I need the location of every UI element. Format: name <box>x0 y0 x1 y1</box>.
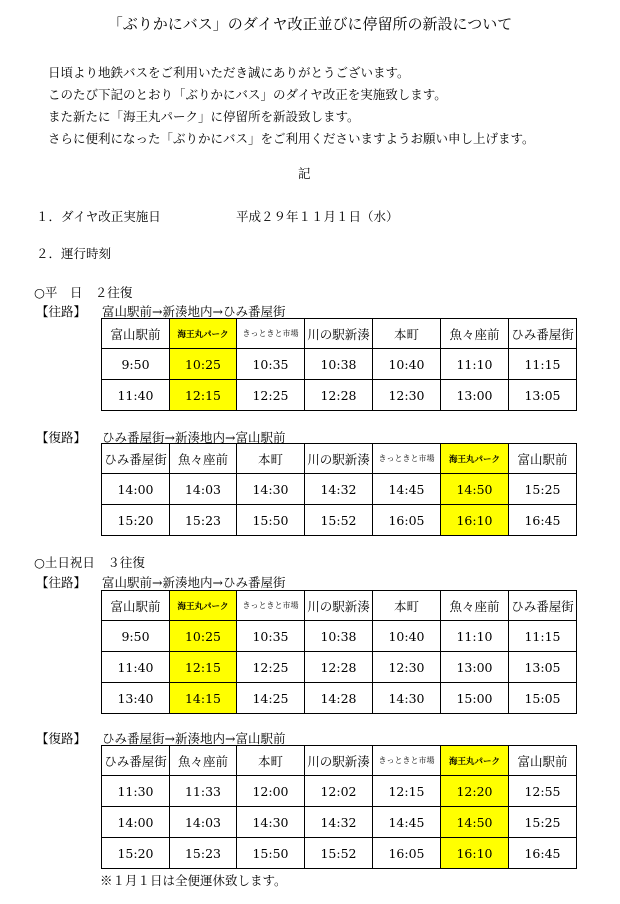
table-row <box>102 621 577 652</box>
stop-name-header: ひみ番屋街 <box>509 319 577 349</box>
stop-name-header: 海王丸パーク <box>441 746 509 776</box>
time-cell: 12:20 <box>441 776 509 807</box>
time-cell: 15:20 <box>102 505 170 536</box>
time-cell: 12:15 <box>373 776 441 807</box>
intro-line: さらに便利になった「ぶりかにバス」をご利用くださいますようお願い申し上げます。 <box>48 131 535 146</box>
table-header-row <box>102 746 577 776</box>
hd-ret-label: 【復路】 <box>36 731 87 746</box>
time-cell: 14:00 <box>102 807 170 838</box>
time-cell: 12:30 <box>373 380 441 411</box>
time-cell: 10:40 <box>373 621 441 652</box>
table-row <box>102 349 577 380</box>
stop-name-header: 富山駅前 <box>509 746 577 776</box>
time-cell: 14:32 <box>305 807 373 838</box>
holiday-heading: ○土日祝日 ３往復 <box>34 555 145 570</box>
time-cell: 16:45 <box>509 838 577 869</box>
stop-name-header: ひみ番屋街 <box>102 444 170 474</box>
time-cell: 16:05 <box>373 838 441 869</box>
intro-line: このたび下記のとおり「ぶりかにバス」のダイヤ改正を実施致します。 <box>48 87 447 102</box>
item2-label: ２．運行時刻 <box>36 246 112 261</box>
table-row <box>102 505 577 536</box>
wd-out-route: 富山駅前→新湊地内→ひみ番屋街 <box>102 304 286 319</box>
time-cell: 14:03 <box>170 474 237 505</box>
stop-name-header: 本町 <box>373 319 441 349</box>
stop-name-header: 富山駅前 <box>102 591 170 621</box>
time-cell: 11:40 <box>102 380 170 411</box>
table-row <box>102 474 577 505</box>
time-cell: 15:23 <box>170 505 237 536</box>
stop-name-header: きっときと市場 <box>237 591 305 621</box>
time-cell: 10:40 <box>373 349 441 380</box>
table-row <box>102 776 577 807</box>
timetable <box>101 318 577 411</box>
hd-out-label: 【往路】 <box>36 575 87 590</box>
timetable <box>101 745 577 869</box>
wd-ret-label: 【復路】 <box>36 430 87 445</box>
stop-name-header: 富山駅前 <box>102 319 170 349</box>
intro-paragraph <box>48 62 535 150</box>
stop-name-header: 本町 <box>373 591 441 621</box>
page-title: 「ぶりかにバス」のダイヤ改正並びに停留所の新設について <box>107 15 513 33</box>
stop-name-header: 魚々座前 <box>170 444 237 474</box>
stop-name-header: 本町 <box>237 444 305 474</box>
time-cell: 14:32 <box>305 474 373 505</box>
stop-name-header: 海王丸パーク <box>170 319 237 349</box>
time-cell: 12:25 <box>237 652 305 683</box>
time-cell: 16:05 <box>373 505 441 536</box>
time-cell: 14:30 <box>373 683 441 714</box>
time-cell: 16:10 <box>441 838 509 869</box>
time-cell: 10:38 <box>305 349 373 380</box>
stop-name-header: ひみ番屋街 <box>102 746 170 776</box>
time-cell: 12:28 <box>305 380 373 411</box>
stop-name-header: 川の駅新湊 <box>305 746 373 776</box>
wd-ret-route: ひみ番屋街→新湊地内→富山駅前 <box>102 430 286 445</box>
stop-name-header: 海王丸パーク <box>441 444 509 474</box>
hd-ret-route: ひみ番屋街→新湊地内→富山駅前 <box>102 731 286 746</box>
time-cell: 10:35 <box>237 349 305 380</box>
stop-name-header: 川の駅新湊 <box>305 444 373 474</box>
table-row <box>102 807 577 838</box>
time-cell: 13:05 <box>509 380 577 411</box>
time-cell: 10:25 <box>170 621 237 652</box>
time-cell: 14:50 <box>441 474 509 505</box>
time-cell: 11:15 <box>509 621 577 652</box>
stop-name-header: 川の駅新湊 <box>305 319 373 349</box>
table-row <box>102 380 577 411</box>
time-cell: 10:25 <box>170 349 237 380</box>
time-cell: 16:10 <box>441 505 509 536</box>
wd-out-label: 【往路】 <box>36 304 87 319</box>
time-cell: 15:23 <box>170 838 237 869</box>
time-cell: 15:50 <box>237 505 305 536</box>
time-cell: 12:28 <box>305 652 373 683</box>
intro-line: 日頃より地鉄バスをご利用いただき誠にありがとうございます。 <box>48 65 410 80</box>
time-cell: 11:40 <box>102 652 170 683</box>
time-cell: 11:10 <box>441 621 509 652</box>
time-cell: 12:55 <box>509 776 577 807</box>
time-cell: 13:00 <box>441 652 509 683</box>
hd-out-route: 富山駅前→新湊地内→ひみ番屋街 <box>102 575 286 590</box>
table-row <box>102 652 577 683</box>
item1-date: 平成２９年１１月１日（水） <box>236 209 399 224</box>
table-row <box>102 683 577 714</box>
stop-name-header: きっときと市場 <box>237 319 305 349</box>
time-cell: 15:52 <box>305 838 373 869</box>
stop-name-header: きっときと市場 <box>373 746 441 776</box>
stop-name-header: 本町 <box>237 746 305 776</box>
time-cell: 14:30 <box>237 807 305 838</box>
table-header-row <box>102 591 577 621</box>
time-cell: 13:05 <box>509 652 577 683</box>
time-cell: 13:00 <box>441 380 509 411</box>
time-cell: 15:25 <box>509 474 577 505</box>
time-cell: 10:35 <box>237 621 305 652</box>
time-cell: 11:33 <box>170 776 237 807</box>
stop-name-header: 魚々座前 <box>441 591 509 621</box>
table-header-row <box>102 319 577 349</box>
time-cell: 12:30 <box>373 652 441 683</box>
time-cell: 12:25 <box>237 380 305 411</box>
time-cell: 14:45 <box>373 474 441 505</box>
time-cell: 14:15 <box>170 683 237 714</box>
time-cell: 12:02 <box>305 776 373 807</box>
time-cell: 10:38 <box>305 621 373 652</box>
time-cell: 15:52 <box>305 505 373 536</box>
table-row <box>102 838 577 869</box>
time-cell: 15:05 <box>509 683 577 714</box>
time-cell: 14:30 <box>237 474 305 505</box>
stop-name-header: 魚々座前 <box>170 746 237 776</box>
timetable <box>101 443 577 536</box>
item1-label: １．ダイヤ改正実施日 <box>36 209 161 224</box>
stop-name-header: きっときと市場 <box>373 444 441 474</box>
time-cell: 12:15 <box>170 380 237 411</box>
stop-name-header: 海王丸パーク <box>170 591 237 621</box>
time-cell: 16:45 <box>509 505 577 536</box>
time-cell: 11:15 <box>509 349 577 380</box>
table-header-row <box>102 444 577 474</box>
time-cell: 12:15 <box>170 652 237 683</box>
time-cell: 11:10 <box>441 349 509 380</box>
intro-line: また新たに「海王丸パーク」に停留所を新設致します。 <box>48 109 360 124</box>
time-cell: 14:45 <box>373 807 441 838</box>
footnote: ※１月１日は全便運休致します。 <box>100 873 287 888</box>
time-cell: 15:50 <box>237 838 305 869</box>
time-cell: 15:00 <box>441 683 509 714</box>
stop-name-header: ひみ番屋街 <box>509 591 577 621</box>
weekday-heading: ○平 日 ２往復 <box>34 285 133 300</box>
time-cell: 9:50 <box>102 349 170 380</box>
stop-name-header: 魚々座前 <box>441 319 509 349</box>
time-cell: 14:50 <box>441 807 509 838</box>
time-cell: 14:00 <box>102 474 170 505</box>
stop-name-header: 富山駅前 <box>509 444 577 474</box>
time-cell: 11:30 <box>102 776 170 807</box>
time-cell: 15:25 <box>509 807 577 838</box>
time-cell: 14:25 <box>237 683 305 714</box>
time-cell: 13:40 <box>102 683 170 714</box>
timetable <box>101 590 577 714</box>
time-cell: 14:03 <box>170 807 237 838</box>
time-cell: 12:00 <box>237 776 305 807</box>
stop-name-header: 川の駅新湊 <box>305 591 373 621</box>
time-cell: 15:20 <box>102 838 170 869</box>
ki-heading: 記 <box>298 166 311 181</box>
time-cell: 9:50 <box>102 621 170 652</box>
time-cell: 14:28 <box>305 683 373 714</box>
